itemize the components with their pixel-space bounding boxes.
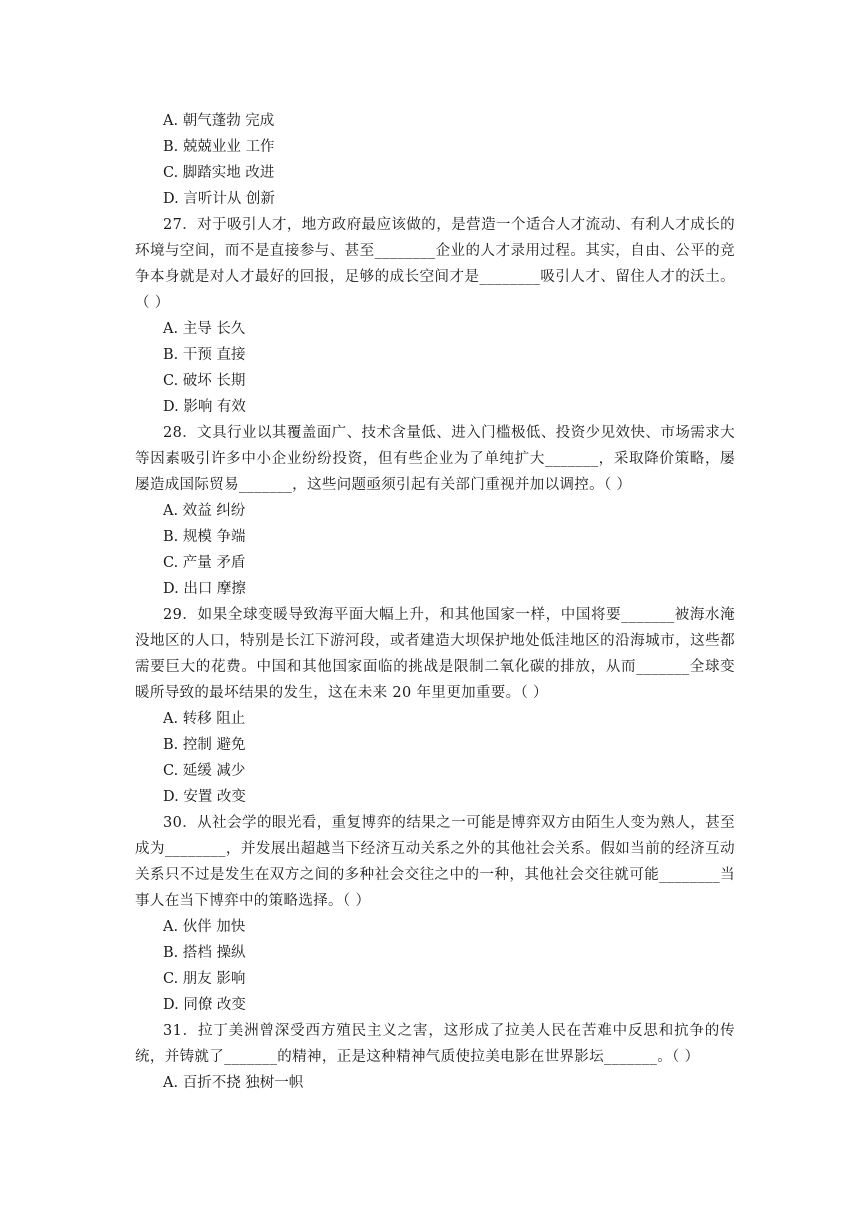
option-a: A. 伙伴 加快 xyxy=(163,919,246,935)
option-b: B. 控制 避免 xyxy=(163,737,246,753)
option-b: B. 兢兢业业 工作 xyxy=(163,139,275,155)
question-26-options xyxy=(135,108,735,212)
option-a: A. 效益 纠纷 xyxy=(163,503,246,519)
question-27 xyxy=(135,212,735,420)
question-stem: 29．如果全球变暖导致海平面大幅上升，和其他国家一样，中国将要_______被海水淹没地区的人口，特别是长江下游河段，或者建造大坝保护地处低洼地区的沿海城市，这些都需要巨大的花费。中国和其他国家面临的挑战是限制二氧化碳的排放，从而_______全球变暖所导致的最坏结果的发生，这在未来 20 年里更加重要。（ ） xyxy=(135,607,735,701)
option-b: B. 干预 直接 xyxy=(163,347,246,363)
option-b: B. 规模 争端 xyxy=(163,529,246,545)
question-stem: 31．拉丁美洲曾深受西方殖民主义之害，这形成了拉美人民在苦难中反思和抗争的传统，并铸就了_______的精神，正是这种精神气质使拉美电影在世界影坛_______。（ ） xyxy=(135,1023,735,1065)
option-d: D. 影响 有效 xyxy=(163,399,246,415)
option-b: B. 搭档 操纵 xyxy=(163,945,246,961)
question-stem: 28．文具行业以其覆盖面广、技术含量低、进入门槛极低、投资少见效快、市场需求大等因素吸引许多中小企业纷纷投资，但有些企业为了单纯扩大_______，采取降价策略，屡屡造成国际贸易_______，这些问题亟须引起有关部门重视并加以调控。（ ） xyxy=(135,425,735,493)
question-31 xyxy=(135,1018,735,1096)
option-c: C. 产量 矛盾 xyxy=(163,555,246,571)
option-c: C. 朋友 影响 xyxy=(163,971,246,987)
question-29 xyxy=(135,602,735,810)
question-28 xyxy=(135,420,735,602)
option-c: C. 延缓 减少 xyxy=(163,763,246,779)
question-list xyxy=(135,108,735,1096)
option-a: A. 转移 阻止 xyxy=(163,711,246,727)
option-a: A. 百折不挠 独树一帜 xyxy=(163,1075,304,1091)
option-d: D. 同僚 改变 xyxy=(163,997,246,1013)
option-d: D. 言听计从 创新 xyxy=(163,191,275,207)
option-d: D. 安置 改变 xyxy=(163,789,246,805)
option-d: D. 出口 摩擦 xyxy=(163,581,246,597)
option-c: C. 破坏 长期 xyxy=(163,373,246,389)
option-a: A. 主导 长久 xyxy=(163,321,246,337)
question-stem: 27．对于吸引人才，地方政府最应该做的，是营造一个适合人才流动、有利人才成长的环境与空间，而不是直接参与、甚至________企业的人才录用过程。其实，自由、公平的竞争本身就是对人才最好的回报，足够的成长空间才是________吸引人才、留住人才的沃土。（ ） xyxy=(135,217,735,311)
option-a: A. 朝气蓬勃 完成 xyxy=(163,113,275,129)
option-c: C. 脚踏实地 改进 xyxy=(163,165,275,181)
question-30 xyxy=(135,810,735,1018)
question-stem: 30．从社会学的眼光看，重复博弈的结果之一可能是博弈双方由陌生人变为熟人，甚至成为________，并发展出超越当下经济互动关系之外的其他社会关系。假如当前的经济互动关系只不过是发生在双方之间的多种社会交往之中的一种，其他社会交往就可能________当事人在当下博弈中的策略选择。（ ） xyxy=(135,815,735,909)
